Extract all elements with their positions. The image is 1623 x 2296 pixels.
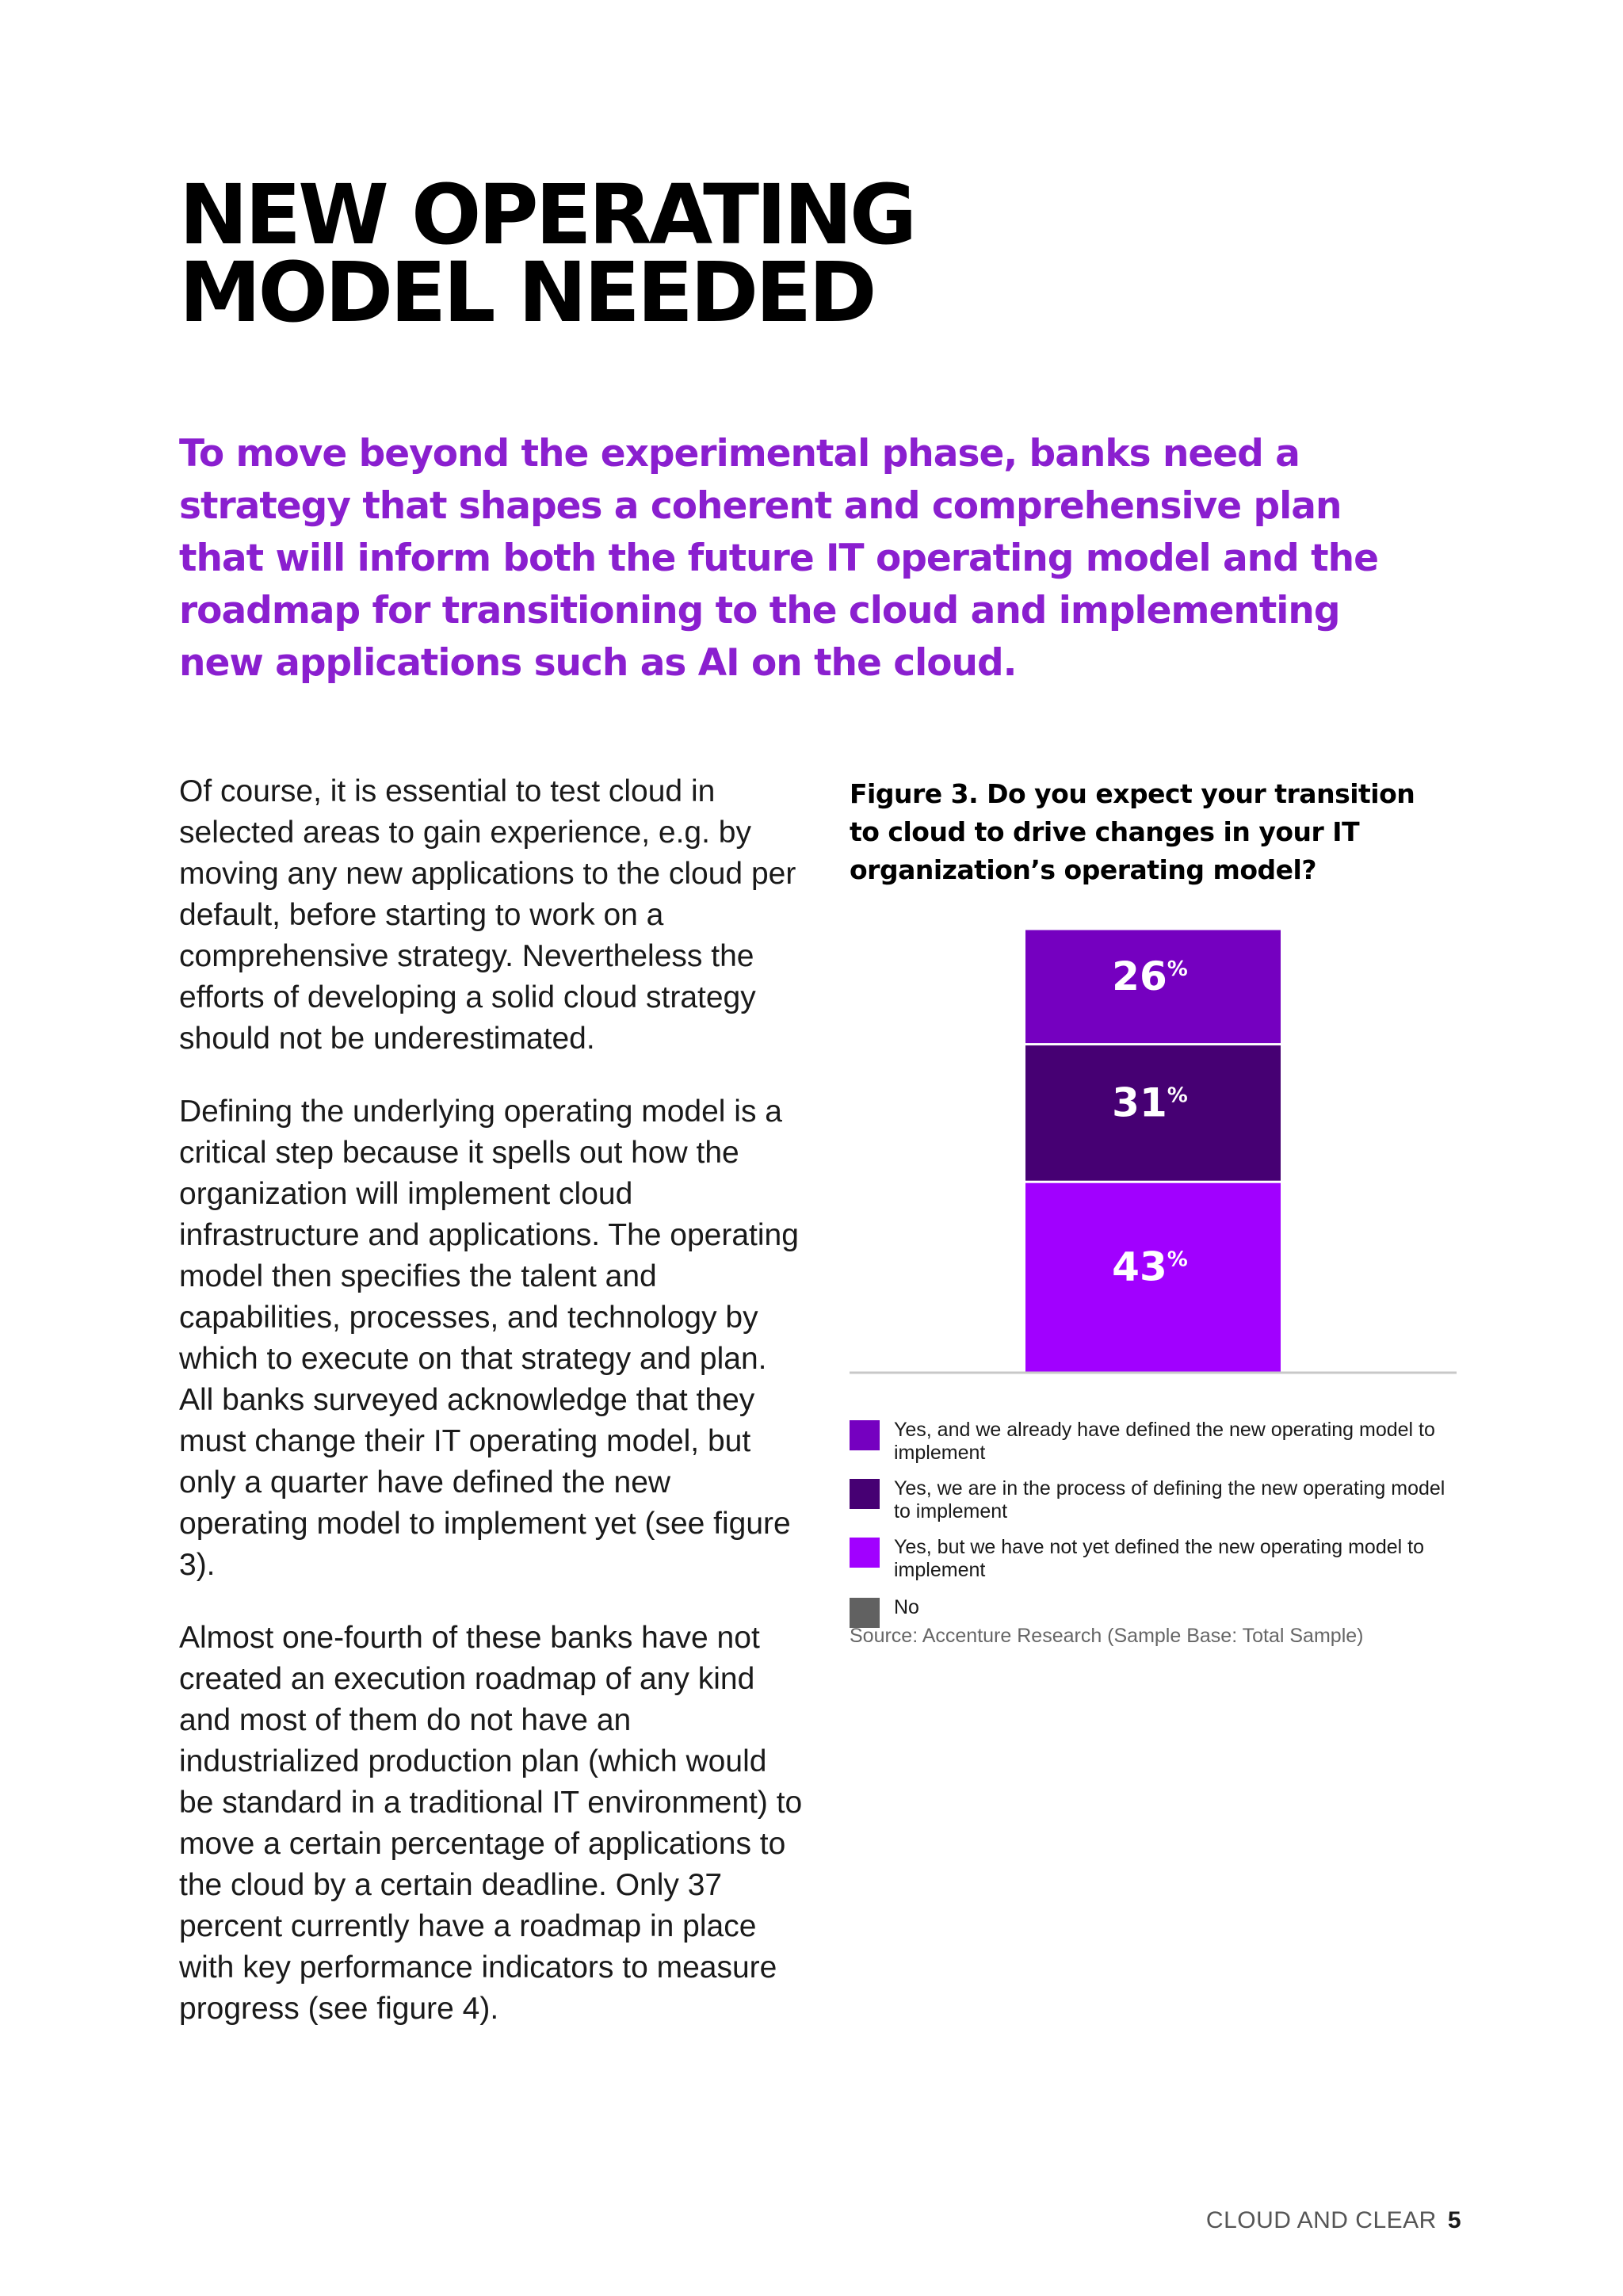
body-column — [179, 771, 805, 2061]
legend-label: Yes, we are in the process of defining the new operating model to implement — [894, 1477, 1445, 1522]
figure-title: Figure 3. Do you expect your transition to cloud to drive changes in your IT organization’s operating model? — [850, 778, 1415, 885]
legend-item-not-yet-defined — [850, 1536, 1452, 1582]
figure-source: Source: Accenture Research (Sample Base: Total Sample) — [850, 1625, 1364, 1647]
body-paragraph-3: Almost one-fourth of these banks have not created an execution roadmap of any kind and most of them do not have an industrialized production plan (which would be standard in a traditional IT environment) to move a certain percentage of applications to the cloud by a certain deadline. Only 37 percent currently have a roadmap in place with key performance indicators to measure progress (see figure 4). — [179, 1621, 803, 2026]
page-title-line-1: NEW OPERATING — [179, 166, 915, 263]
legend-item-defined — [850, 1419, 1452, 1465]
chart-svg — [850, 927, 1460, 1387]
page-footer — [1206, 2206, 1461, 2235]
footer-title: CLOUD AND CLEAR — [1205, 2207, 1437, 2233]
legend-item-in-process — [850, 1477, 1452, 1523]
legend-swatch — [850, 1479, 880, 1509]
data-label-not-yet-defined: 43% — [1112, 1244, 1188, 1290]
stacked-bar-chart — [850, 927, 1460, 1387]
data-label-defined: 26% — [1112, 953, 1188, 999]
lead-paragraph: To move beyond the experimental phase, banks need a strategy that shapes a coherent and comprehensive plan that will inform both the future IT operating model and the roadmap for transitioning to the cloud and implementing new applications such as AI on the cloud. — [179, 432, 1378, 685]
body-paragraph-1: Of course, it is essential to test cloud in selected areas to gain experience, e.g. by moving any new applications to the cloud per default, before starting to work on a comprehensive strategy. Nevertheless the efforts of developing a solid cloud strategy should not be underestimated. — [179, 774, 796, 1056]
page-number: 5 — [1447, 2207, 1461, 2233]
body-paragraph-2: Defining the underlying operating model is a critical step because it spells out how the organization will implement cloud infrastructure and applications. The operating model then specifies the talent and capabilities, processes, and technology by which to execute on that strategy and plan. All banks surveyed acknowledge that they must change their IT operating model, but only a quarter have defined the new operating model to implement yet (see figure 3). — [179, 1095, 799, 1582]
page-title-line-2: MODEL NEEDED — [179, 244, 874, 341]
legend-label: Yes, and we already have defined the new operating model to implement — [894, 1419, 1435, 1464]
page-title — [179, 166, 1289, 341]
legend-swatch — [850, 1538, 880, 1568]
legend-label: Yes, but we have not yet defined the new operating model to implement — [894, 1536, 1424, 1581]
legend-item-no — [850, 1596, 1452, 1628]
data-label-in-process: 31% — [1112, 1079, 1188, 1126]
chart-bars — [1025, 930, 1281, 1372]
chart-legend — [850, 1419, 1452, 1641]
legend-swatch — [850, 1420, 880, 1450]
legend-label: No — [894, 1596, 919, 1618]
